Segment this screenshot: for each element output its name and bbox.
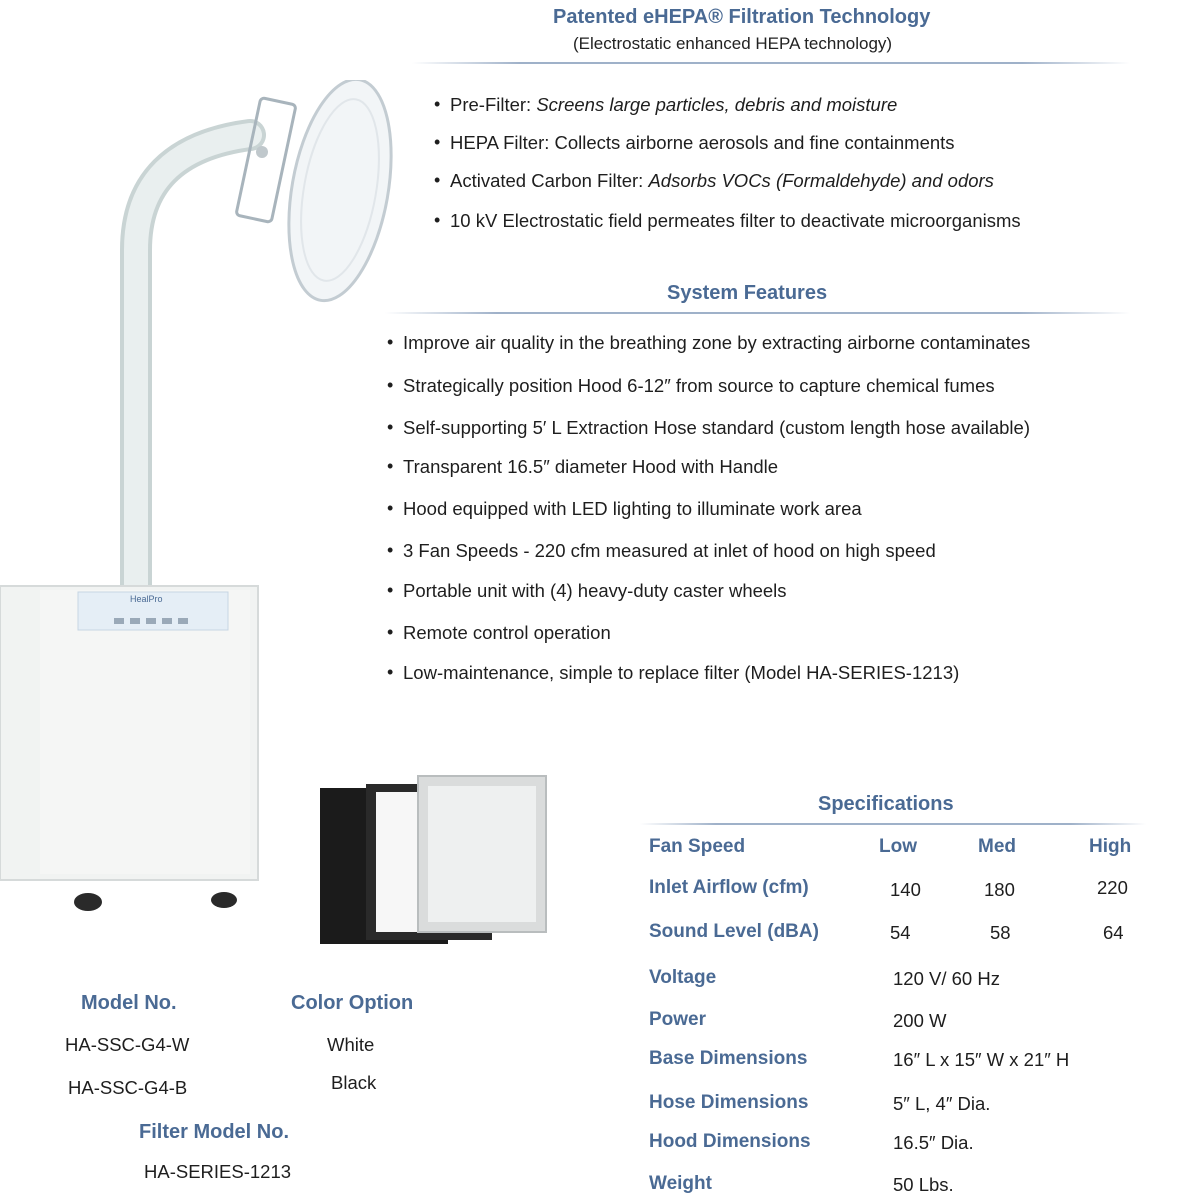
spec-hood-dim-label: Hood Dimensions <box>649 1131 811 1152</box>
spec-weight-value: 50 Lbs. <box>893 1174 954 1195</box>
spec-base-dim-value: 16″ L x 15″ W x 21″ H <box>893 1049 1070 1070</box>
spec-weight-label: Weight <box>649 1173 712 1194</box>
spec-airflow-low: 140 <box>890 879 921 900</box>
color-option-heading: Color Option <box>291 992 414 1014</box>
feature-item: • Low-maintenance, simple to replace filter (Model HA-SERIES-1213) <box>387 662 1030 684</box>
feature-item: • Remote control operation <box>387 622 1030 662</box>
features-title: System Features <box>667 282 828 304</box>
model-no-heading: Model No. <box>81 992 177 1014</box>
model-no-black: HA-SSC-G4-B <box>68 1077 188 1098</box>
features-list <box>387 332 1030 684</box>
model-no-white: HA-SSC-G4-W <box>65 1034 190 1055</box>
spec-power-value: 200 W <box>893 1010 947 1031</box>
feature-item: • Portable unit with (4) heavy-duty caster wheels <box>387 580 1030 622</box>
feature-item: • Self-supporting 5′ L Extraction Hose standard (custom length hose available) <box>387 417 1030 456</box>
spec-sound-label: Sound Level (dBA) <box>649 921 819 942</box>
specs-title: Specifications <box>818 793 954 815</box>
spec-fan-low: Low <box>879 836 917 857</box>
spec-base-dim-label: Base Dimensions <box>649 1048 808 1069</box>
device-panel-brand: HealPro <box>130 594 163 604</box>
spec-voltage-label: Voltage <box>649 967 717 988</box>
spec-sound-low: 54 <box>890 922 911 943</box>
spec-sound-high: 64 <box>1103 922 1124 943</box>
feature-item: • Strategically position Hood 6-12″ from source to capture chemical fumes <box>387 375 1030 417</box>
filter-model-value: HA-SERIES-1213 <box>144 1161 292 1182</box>
spec-fan-high: High <box>1089 836 1132 857</box>
spec-sound-med: 58 <box>990 922 1011 943</box>
filtration-title: Patented eHEPA® Filtration Technology <box>553 6 931 28</box>
color-white: White <box>327 1034 375 1055</box>
feature-item: • Hood equipped with LED lighting to illuminate work area <box>387 498 1030 540</box>
specs-divider <box>640 823 1146 825</box>
spec-voltage-value: 120 V/ 60 Hz <box>893 968 1000 989</box>
spec-hose-dim-label: Hose Dimensions <box>649 1092 809 1113</box>
filtration-item-electrostatic: • 10 kV Electrostatic field permeates filter to deactivate microorganisms <box>434 210 1021 232</box>
filtration-subtitle: (Electrostatic enhanced HEPA technology) <box>573 34 893 53</box>
filtration-list <box>434 94 1021 232</box>
features-divider <box>385 312 1130 314</box>
spec-airflow-med: 180 <box>984 879 1015 900</box>
filtration-item-hepa: • HEPA Filter: Collects airborne aerosols and fine containments <box>434 132 1021 170</box>
spec-fan-med: Med <box>978 836 1016 857</box>
feature-item: • Improve air quality in the breathing zone by extracting airborne contaminates <box>387 332 1030 375</box>
filtration-divider <box>412 62 1130 64</box>
spec-fan-speed-label: Fan Speed <box>649 836 746 857</box>
feature-item: • Transparent 16.5″ diameter Hood with Handle <box>387 456 1030 498</box>
spec-hood-dim-value: 16.5″ Dia. <box>893 1132 974 1153</box>
filter-model-heading: Filter Model No. <box>139 1121 289 1143</box>
filtration-item-carbon: • Activated Carbon Filter: Adsorbs VOCs (Formaldehyde) and odors <box>434 170 1021 210</box>
spec-power-label: Power <box>649 1009 707 1030</box>
spec-airflow-label: Inlet Airflow (cfm) <box>649 877 809 898</box>
feature-item: • 3 Fan Speeds - 220 cfm measured at inlet of hood on high speed <box>387 540 1030 580</box>
color-black: Black <box>331 1072 377 1093</box>
spec-hose-dim-value: 5″ L, 4″ Dia. <box>893 1093 991 1114</box>
filter-illustration <box>318 774 550 946</box>
filtration-item-prefilter: • Pre-Filter: Screens large particles, debris and moisture <box>434 94 1021 132</box>
spec-airflow-high: 220 <box>1097 877 1128 898</box>
